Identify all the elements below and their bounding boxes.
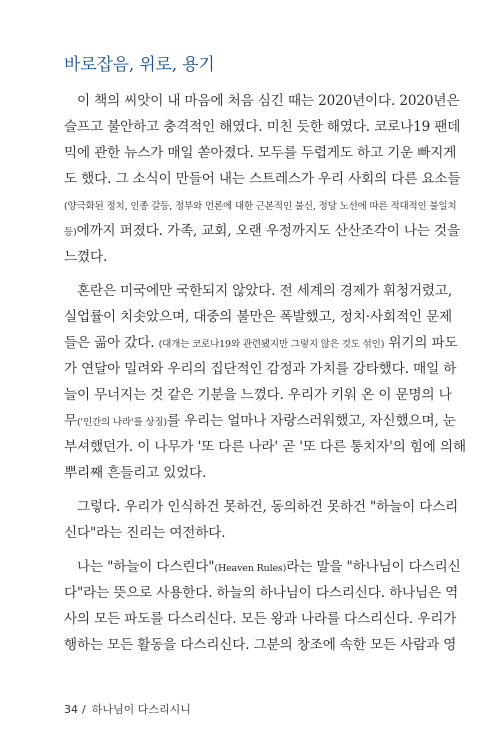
text-run: 위기의 파도 — [384, 335, 458, 351]
text-line — [64, 632, 457, 658]
text-run: 늘이 무너지는 것 같은 기분을 느꼈다. 우리가 키워 온 이 문명의 나 — [64, 387, 452, 403]
text-run: 다"라는 뜻으로 사용한다. 하늘의 하나님이 다스리신다. 하나님은 역 — [64, 585, 459, 601]
paragraph-gap — [64, 546, 436, 554]
page-number: 34 — [64, 703, 78, 716]
footer-separator: / — [82, 703, 86, 716]
text-line — [64, 460, 436, 486]
text-line — [64, 382, 452, 408]
body-text — [64, 88, 466, 658]
book-title: 하나님이 다스리시니 — [91, 703, 191, 716]
text-run: 믹에 관한 뉴스가 매일 쏟아졌다. 모두를 두렵게도 하고 기운 빠지게 — [64, 145, 457, 161]
text-line — [64, 434, 466, 460]
text-run: 혼란은 미국에만 국한되지 않았다. 전 세계의 경제가 휘청거렸고, — [77, 283, 453, 299]
text-line — [64, 140, 457, 166]
text-line — [64, 606, 457, 632]
text-run: 슬프고 불안하고 충격적인 해였다. 미친 듯한 해였다. 코로나19 팬데 — [64, 119, 461, 135]
section-heading: 바로잡음, 위로, 용기 — [64, 55, 215, 75]
paragraph — [64, 494, 459, 546]
paragraph-gap — [64, 270, 436, 278]
text-line — [64, 88, 460, 114]
text-line — [64, 520, 436, 546]
text-run: 실업률이 치솟았으며, 대중의 불만은 폭발했고, 정치·사회적인 문제 — [64, 309, 453, 325]
text-run: 행하는 모든 활동을 다스리신다. 그분의 창조에 속한 모든 사람과 영 — [64, 637, 457, 653]
text-line — [64, 356, 457, 382]
text-run: 무 — [64, 413, 77, 429]
text-run: 사의 모든 파도를 다스리신다. 모든 왕과 나라를 다스리신다. 우리가 — [64, 611, 457, 627]
parenthetical-note: ('인간의 나라'를 상징) — [76, 417, 167, 428]
paragraph — [64, 554, 461, 658]
text-run: 에까지 퍼졌다. 가족, 교회, 오랜 우정까지도 산산조각이 나는 것을 — [76, 223, 460, 239]
text-run: 느꼈다. — [64, 249, 108, 265]
text-line — [64, 278, 453, 304]
parenthetical-note: 등) — [64, 227, 77, 238]
text-line — [64, 166, 461, 192]
paragraph — [64, 278, 466, 486]
text-run: 그렇다. 우리가 인식하건 못하건, 동의하건 못하건 "하늘이 다스리 — [77, 499, 459, 515]
text-run: 부셔했던가. 이 나무가 '또 다른 나라' 곧 '또 다른 통치자'의 힘에 의해 — [64, 439, 466, 455]
text-run: 이 책의 씨앗이 내 마음에 처음 심긴 때는 2020년이다. 2020년은 — [77, 93, 460, 109]
text-line — [64, 192, 457, 218]
text-line — [64, 218, 460, 244]
text-line — [64, 244, 436, 270]
text-run: 뿌리째 흔들리고 있었다. — [64, 465, 207, 481]
text-line — [64, 330, 458, 356]
parenthetical-note: (대개는 코로나19와 관련됐지만 그렇지 않은 것도 섞인) — [158, 339, 385, 350]
text-run: 를 우리는 얼마나 자랑스러워했고, 자신했으며, 눈 — [166, 413, 456, 429]
text-run: 신다"라는 진리는 여전하다. — [64, 525, 226, 541]
text-line — [64, 494, 459, 520]
text-run: 나는 "하늘이 다스린다" — [77, 559, 215, 575]
text-line — [64, 554, 461, 580]
text-run: 도 했다. 그 소식이 만들어 내는 스트레스가 우리 사회의 다른 요소들 — [64, 171, 461, 187]
text-line — [64, 114, 461, 140]
parenthetical-note: (양극화된 정치, 인종 갈등, 정부와 언론에 대한 근본적인 불신, 정당 노선에 따른 적대적인 불일치 — [64, 201, 457, 212]
text-run: 라는 말을 "하나님이 다스리신 — [286, 559, 461, 575]
text-line — [64, 580, 459, 606]
text-run: 가 연달아 밀려와 우리의 집단적인 감정과 가치를 강타했다. 매일 하 — [64, 361, 457, 377]
text-run: 들은 곪아 갔다. — [64, 335, 159, 351]
text-line — [64, 408, 456, 434]
paragraph-gap — [64, 486, 436, 494]
page-footer — [64, 701, 191, 717]
text-line — [64, 304, 453, 330]
parenthetical-note: (Heaven Rules) — [214, 563, 287, 574]
paragraph — [64, 88, 461, 270]
